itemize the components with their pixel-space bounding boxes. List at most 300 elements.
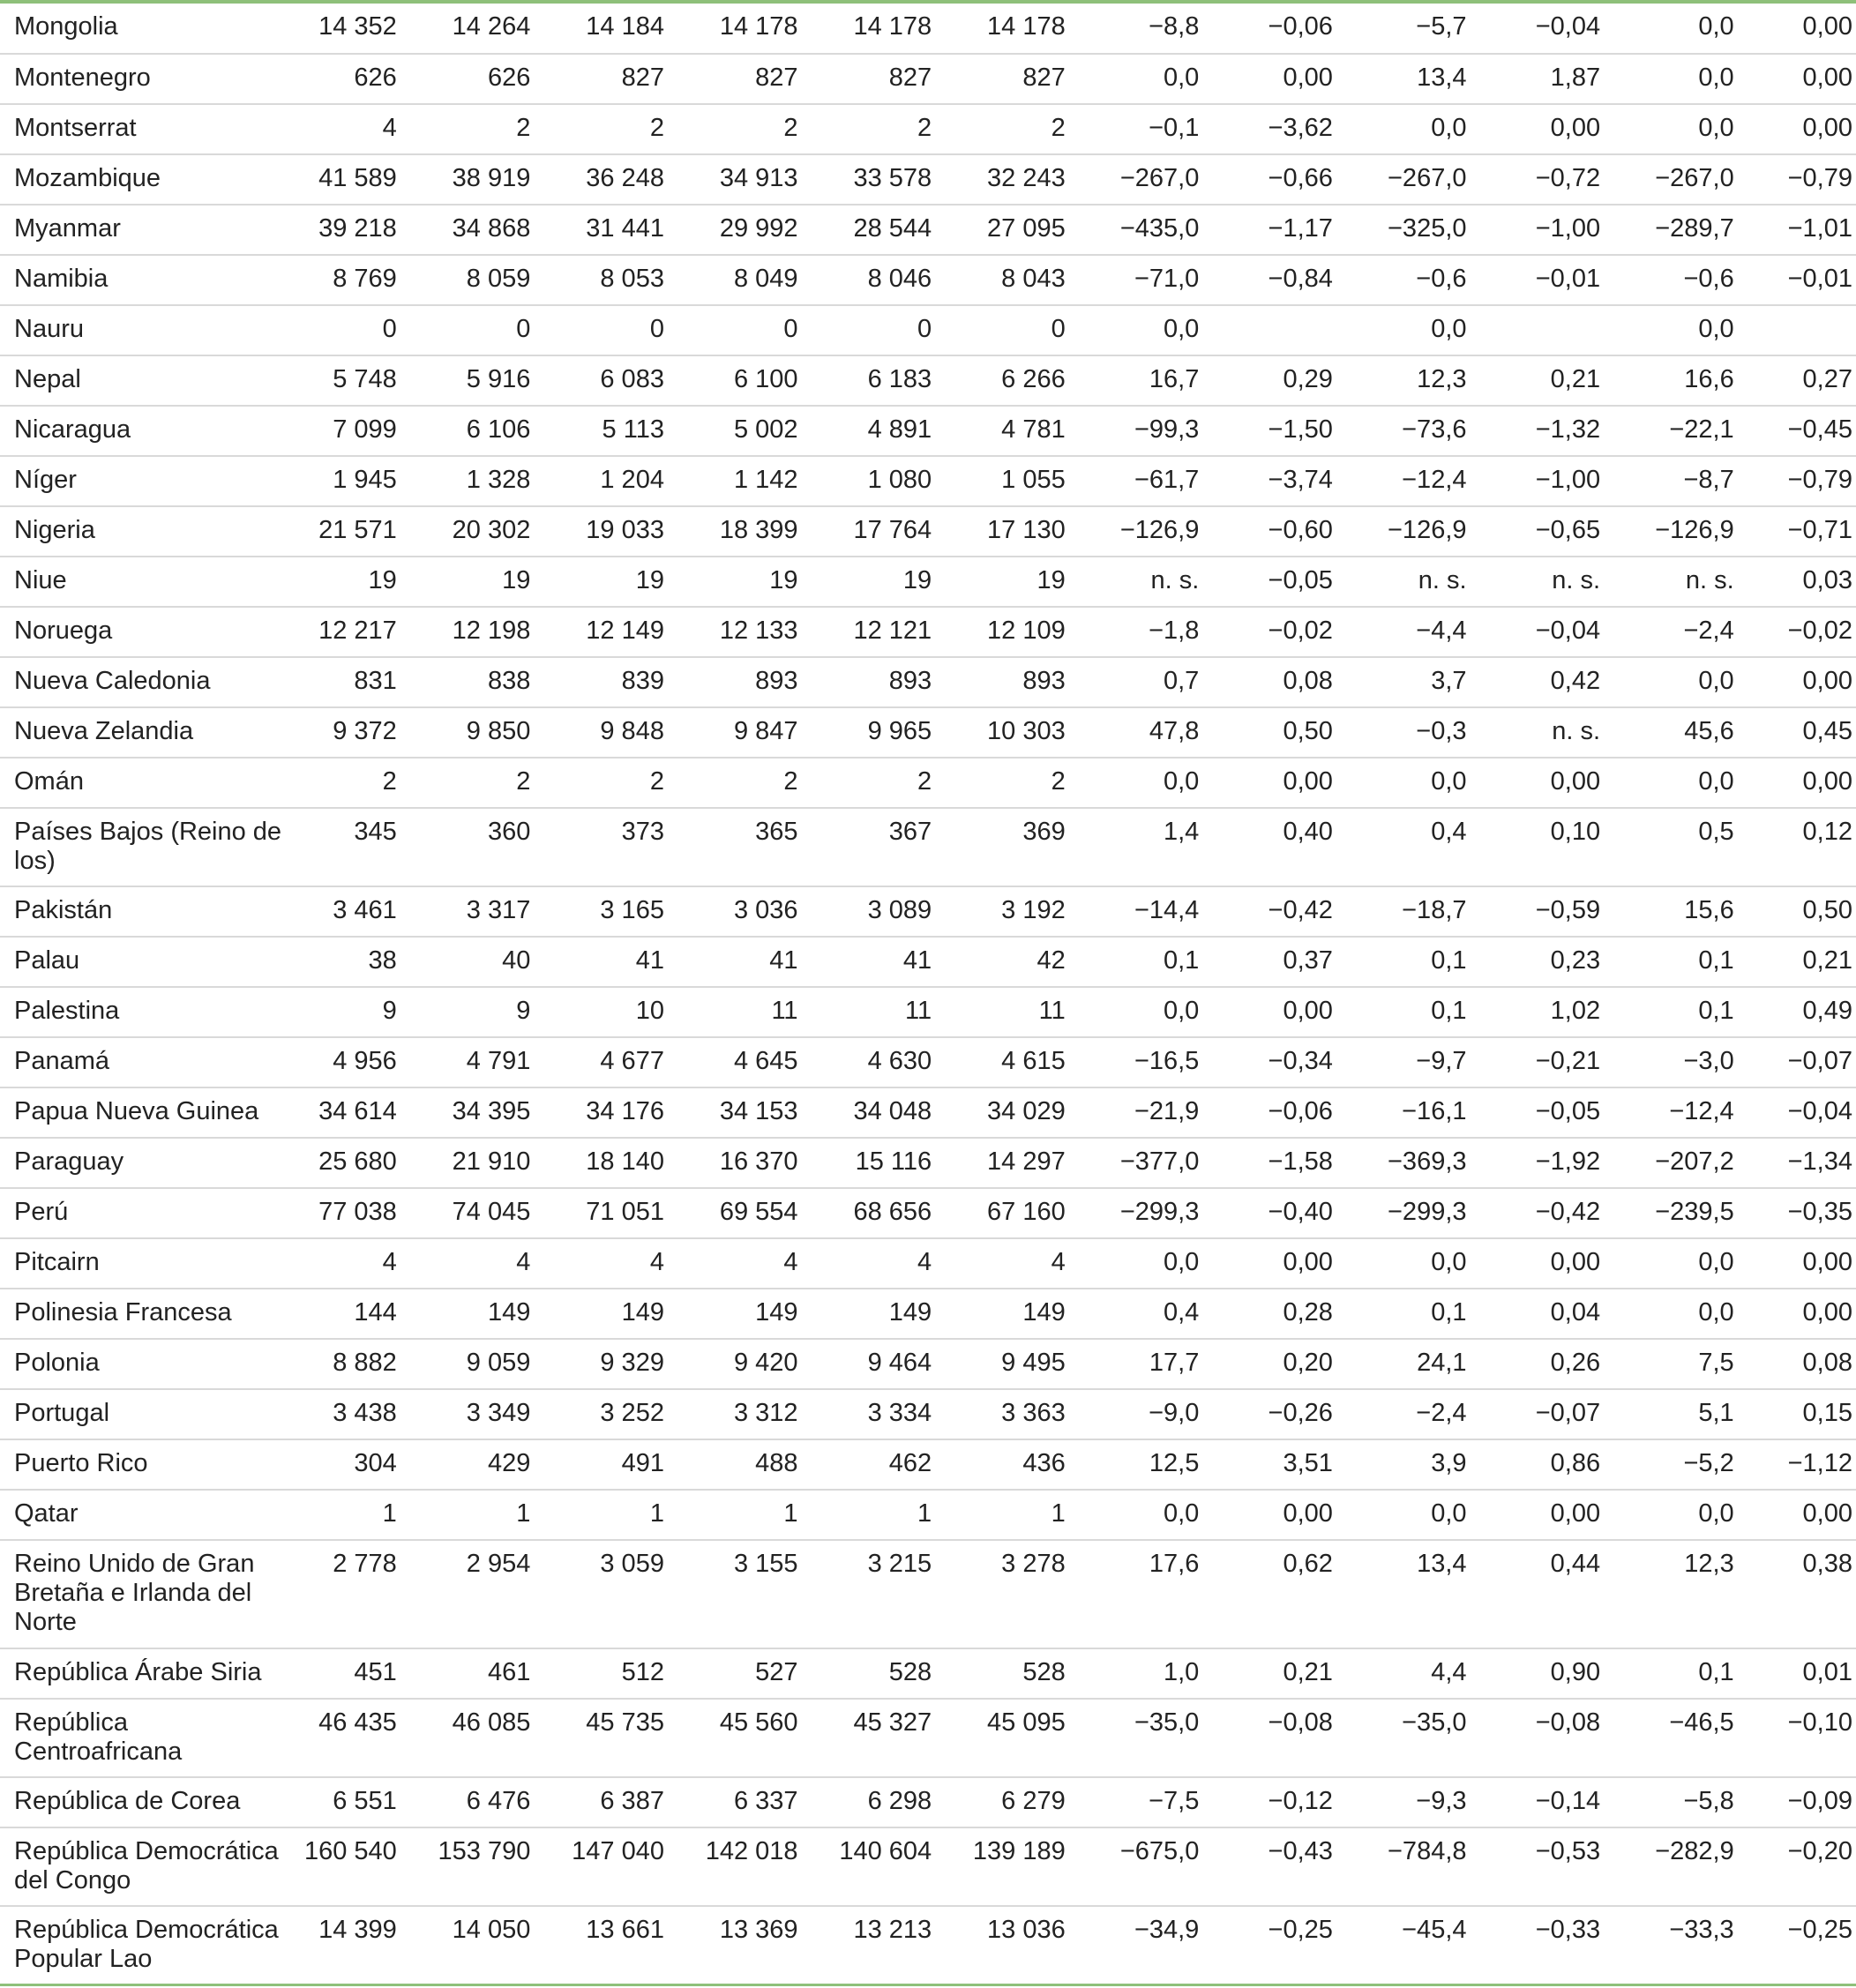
table-row xyxy=(0,557,1856,607)
value-cell: 1 xyxy=(400,1490,535,1540)
table-row xyxy=(0,758,1856,808)
value-cell: 7,5 xyxy=(1604,1339,1738,1389)
value-cell: 4 956 xyxy=(294,1037,400,1087)
value-cell: 512 xyxy=(534,1648,668,1699)
country-name: Montserrat xyxy=(0,104,294,154)
value-cell: −5,8 xyxy=(1604,1777,1738,1827)
value-cell: 46 435 xyxy=(294,1699,400,1777)
value-cell: 0,12 xyxy=(1738,808,1856,886)
table-row xyxy=(0,987,1856,1037)
table-row xyxy=(0,205,1856,255)
bottom-rule xyxy=(0,1984,1856,1986)
table-row xyxy=(0,1037,1856,1087)
value-cell: −0,21 xyxy=(1471,1037,1605,1087)
value-cell: −1,12 xyxy=(1738,1439,1856,1490)
value-cell: −71,0 xyxy=(1069,255,1203,305)
value-cell: 6 083 xyxy=(534,355,668,406)
value-cell: −0,65 xyxy=(1471,506,1605,557)
value-cell: 3 089 xyxy=(802,886,936,937)
value-cell: 39 218 xyxy=(294,205,400,255)
value-cell: 0,00 xyxy=(1202,758,1336,808)
country-name: República Árabe Siria xyxy=(0,1648,294,1699)
value-cell: 68 656 xyxy=(802,1188,936,1238)
value-cell: −0,79 xyxy=(1738,154,1856,205)
value-cell: −1,32 xyxy=(1471,406,1605,456)
value-cell: 14 178 xyxy=(935,4,1069,54)
value-cell: 1 945 xyxy=(294,456,400,506)
value-cell: 6 279 xyxy=(935,1777,1069,1827)
value-cell: 16,7 xyxy=(1069,355,1203,406)
value-cell: 149 xyxy=(802,1289,936,1339)
value-cell: 0,0 xyxy=(1336,104,1471,154)
value-cell: 45,6 xyxy=(1604,707,1738,758)
value-cell: 41 xyxy=(802,937,936,987)
value-cell: 13 369 xyxy=(719,1916,798,1944)
value-cell: 5 113 xyxy=(534,406,668,456)
value-cell: −35,0 xyxy=(1336,1699,1471,1777)
value-cell: 0,00 xyxy=(1202,54,1336,104)
value-cell: 8 046 xyxy=(802,255,936,305)
value-cell: 831 xyxy=(294,657,400,707)
country-name: Puerto Rico xyxy=(0,1439,294,1490)
country-name: Nicaragua xyxy=(0,406,294,456)
value-cell: 0,0 xyxy=(1336,758,1471,808)
value-cell: 0,0 xyxy=(1604,104,1738,154)
value-cell: 0,08 xyxy=(1738,1339,1856,1389)
value-cell: −369,3 xyxy=(1336,1138,1471,1188)
value-cell: 0,45 xyxy=(1738,707,1856,758)
value-cell: 8 053 xyxy=(534,255,668,305)
country-name: Nueva Zelandia xyxy=(0,707,294,758)
value-cell: 0,00 xyxy=(1738,1289,1856,1339)
value-cell: 0,01 xyxy=(1738,1648,1856,1699)
country-name: Namibia xyxy=(0,255,294,305)
value-cell: 14 264 xyxy=(400,4,535,54)
value-cell: 38 919 xyxy=(400,154,535,205)
country-name: Palau xyxy=(0,937,294,987)
value-cell: 13 213 xyxy=(853,1916,932,1944)
value-cell: 0 xyxy=(294,305,400,355)
country-name: Niue xyxy=(0,557,294,607)
table-row xyxy=(0,607,1856,657)
value-cell: −0,53 xyxy=(1471,1827,1605,1906)
value-cell: −12,4 xyxy=(1604,1087,1738,1138)
value-cell: −0,35 xyxy=(1738,1188,1856,1238)
value-cell: 17,6 xyxy=(1069,1540,1203,1648)
value-cell: 2 xyxy=(534,104,668,154)
value-cell: 2 xyxy=(534,758,668,808)
value-cell: 0,1 xyxy=(1336,1289,1471,1339)
table-row xyxy=(0,1238,1856,1289)
value-cell: 18 399 xyxy=(668,506,802,557)
value-cell: −126,9 xyxy=(1069,506,1203,557)
value-cell: −18,7 xyxy=(1336,886,1471,937)
value-cell: 7 099 xyxy=(294,406,400,456)
value-cell: 0,1 xyxy=(1336,987,1471,1037)
value-cell: −9,7 xyxy=(1336,1037,1471,1087)
value-cell: 12 133 xyxy=(668,607,802,657)
value-cell: 144 xyxy=(294,1289,400,1339)
value-cell: −126,9 xyxy=(1336,506,1471,557)
value-cell: −0,08 xyxy=(1471,1699,1605,1777)
value-cell: 1 xyxy=(668,1490,802,1540)
value-cell: 0,0 xyxy=(1604,54,1738,104)
value-cell: 4 677 xyxy=(534,1037,668,1087)
value-cell: 149 xyxy=(534,1289,668,1339)
value-cell: 9 xyxy=(400,987,535,1037)
value-cell: −12,4 xyxy=(1336,456,1471,506)
value-cell: −5,7 xyxy=(1336,4,1471,54)
value-cell: −33,3 xyxy=(1669,1916,1734,1944)
value-cell: 0,0 xyxy=(1604,4,1738,54)
value-cell: −0,02 xyxy=(1202,607,1336,657)
value-cell: 1 xyxy=(802,1490,936,1540)
table-body xyxy=(0,4,1856,1984)
value-cell: 8 059 xyxy=(400,255,535,305)
table-row xyxy=(0,406,1856,456)
value-cell: 0,28 xyxy=(1202,1289,1336,1339)
value-cell: 41 xyxy=(534,937,668,987)
value-cell: 6 100 xyxy=(668,355,802,406)
value-cell: 15 116 xyxy=(802,1138,936,1188)
value-cell: 838 xyxy=(400,657,535,707)
value-cell: 13 661 xyxy=(586,1916,664,1944)
value-cell: 0,00 xyxy=(1738,657,1856,707)
value-cell: 12,3 xyxy=(1336,355,1471,406)
value-cell: −0,02 xyxy=(1738,607,1856,657)
value-cell: 0,00 xyxy=(1471,1238,1605,1289)
value-cell: −0,43 xyxy=(1202,1827,1336,1906)
table-row xyxy=(0,1188,1856,1238)
value-cell: 149 xyxy=(668,1289,802,1339)
value-cell xyxy=(1471,305,1605,355)
country-name: República Centroafricana xyxy=(0,1699,294,1777)
value-cell xyxy=(1202,305,1336,355)
value-cell: 893 xyxy=(935,657,1069,707)
country-name: Países Bajos (Reino de los) xyxy=(0,808,294,886)
value-cell: −7,5 xyxy=(1069,1777,1203,1827)
value-cell: 0,0 xyxy=(1069,54,1203,104)
value-cell: 12 217 xyxy=(294,607,400,657)
value-cell: 34 913 xyxy=(668,154,802,205)
value-cell: −1,00 xyxy=(1471,205,1605,255)
value-cell: 0,0 xyxy=(1604,305,1738,355)
value-cell: 0,0 xyxy=(1604,657,1738,707)
value-cell: 0,0 xyxy=(1604,1490,1738,1540)
value-cell: 5,1 xyxy=(1604,1389,1738,1439)
country-name: República de Corea xyxy=(0,1777,294,1827)
country-name: Perú xyxy=(0,1188,294,1238)
value-cell: 3,51 xyxy=(1202,1439,1336,1490)
value-cell: 0,1 xyxy=(1604,1648,1738,1699)
value-cell: 1 xyxy=(294,1490,400,1540)
table-row xyxy=(0,1648,1856,1699)
country-name: Nauru xyxy=(0,305,294,355)
value-cell: 38 xyxy=(294,937,400,987)
value-cell: 12 121 xyxy=(802,607,936,657)
value-cell: 0,29 xyxy=(1202,355,1336,406)
value-cell: 27 095 xyxy=(935,205,1069,255)
value-cell: −46,5 xyxy=(1604,1699,1738,1777)
table-row xyxy=(0,54,1856,104)
value-cell: −377,0 xyxy=(1069,1138,1203,1188)
value-cell: 14 184 xyxy=(534,4,668,54)
value-cell: 45 327 xyxy=(802,1699,936,1777)
value-cell: 0,62 xyxy=(1202,1540,1336,1648)
value-cell: 3,9 xyxy=(1336,1439,1471,1490)
value-cell: 2 xyxy=(802,758,936,808)
value-cell: 0,04 xyxy=(1471,1289,1605,1339)
value-cell: 0,00 xyxy=(1471,104,1605,154)
value-cell: 491 xyxy=(534,1439,668,1490)
value-cell: 2 xyxy=(935,758,1069,808)
value-cell: 0,15 xyxy=(1738,1389,1856,1439)
value-cell: 10 303 xyxy=(935,707,1069,758)
value-cell: 369 xyxy=(935,808,1069,886)
value-cell: −0,3 xyxy=(1336,707,1471,758)
value-cell: −0,05 xyxy=(1471,1087,1605,1138)
value-cell: −61,7 xyxy=(1069,456,1203,506)
value-cell: 1 142 xyxy=(668,456,802,506)
value-cell: 0,27 xyxy=(1738,355,1856,406)
value-cell: −16,1 xyxy=(1336,1087,1471,1138)
value-cell: −1,58 xyxy=(1202,1138,1336,1188)
value-cell: −0,20 xyxy=(1738,1827,1856,1906)
value-cell: 0 xyxy=(935,305,1069,355)
value-cell: 14 050 xyxy=(452,1916,531,1944)
value-cell: 1 328 xyxy=(400,456,535,506)
value-cell: 19 033 xyxy=(534,506,668,557)
value-cell: 626 xyxy=(400,54,535,104)
country-name: Nigeria xyxy=(0,506,294,557)
value-cell: 9 850 xyxy=(400,707,535,758)
value-cell: n. s. xyxy=(1336,557,1471,607)
value-cell: 32 243 xyxy=(935,154,1069,205)
value-cell: 345 xyxy=(294,808,400,886)
value-cell: −0,59 xyxy=(1471,886,1605,937)
value-cell: n. s. xyxy=(1471,707,1605,758)
value-cell: 5 002 xyxy=(668,406,802,456)
value-cell: 0,0 xyxy=(1336,1490,1471,1540)
value-cell: 9 965 xyxy=(802,707,936,758)
country-name: Reino Unido de Gran Bretaña e Irlanda del Norte xyxy=(0,1540,294,1648)
value-cell: 41 589 xyxy=(294,154,400,205)
value-cell: −2,4 xyxy=(1336,1389,1471,1439)
value-cell: −22,1 xyxy=(1604,406,1738,456)
value-cell: −0,07 xyxy=(1738,1037,1856,1087)
table-row xyxy=(0,1906,1856,1984)
value-cell: 827 xyxy=(668,54,802,104)
value-cell: 41 xyxy=(668,937,802,987)
value-cell: 45 735 xyxy=(534,1699,668,1777)
value-cell: 0,00 xyxy=(1738,4,1856,54)
value-cell: 142 018 xyxy=(668,1827,802,1906)
value-cell xyxy=(1738,305,1856,355)
value-cell: 11 xyxy=(802,987,936,1037)
value-cell: −45,4 xyxy=(1402,1916,1467,1944)
value-cell: 0,00 xyxy=(1202,1490,1336,1540)
value-cell: 16,6 xyxy=(1604,355,1738,406)
value-cell: 6 266 xyxy=(935,355,1069,406)
table-row xyxy=(0,1827,1856,1906)
value-cell: 0,0 xyxy=(1069,987,1203,1037)
value-cell: 33 578 xyxy=(802,154,936,205)
value-cell: 6 387 xyxy=(534,1777,668,1827)
value-cell: −2,4 xyxy=(1604,607,1738,657)
value-cell: 0,0 xyxy=(1604,1238,1738,1289)
value-cell: 4 630 xyxy=(802,1037,936,1087)
country-name: Mozambique xyxy=(0,154,294,205)
value-cell: 24,1 xyxy=(1336,1339,1471,1389)
value-cell: 3 059 xyxy=(534,1540,668,1648)
value-cell: 3 349 xyxy=(400,1389,535,1439)
value-cell: 0,38 xyxy=(1738,1540,1856,1648)
value-cell: −9,3 xyxy=(1336,1777,1471,1827)
value-cell: 34 048 xyxy=(802,1087,936,1138)
value-cell: 0,20 xyxy=(1202,1339,1336,1389)
value-cell: −325,0 xyxy=(1336,205,1471,255)
value-cell: 8 769 xyxy=(294,255,400,305)
value-cell: 0,1 xyxy=(1336,937,1471,987)
value-cell: 4 xyxy=(400,1238,535,1289)
value-cell: −1,17 xyxy=(1202,205,1336,255)
value-cell: 4 xyxy=(668,1238,802,1289)
value-cell: 3,7 xyxy=(1336,657,1471,707)
value-cell: −0,09 xyxy=(1738,1777,1856,1827)
value-cell: 0,50 xyxy=(1202,707,1336,758)
value-cell: 34 176 xyxy=(534,1087,668,1138)
value-cell: 488 xyxy=(668,1439,802,1490)
value-cell: 0 xyxy=(802,305,936,355)
value-cell: 3 215 xyxy=(802,1540,936,1648)
value-cell: −435,0 xyxy=(1069,205,1203,255)
value-cell: −1,01 xyxy=(1738,205,1856,255)
value-cell: 1 xyxy=(534,1490,668,1540)
value-cell: 1 xyxy=(935,1490,1069,1540)
value-cell: 140 604 xyxy=(802,1827,936,1906)
table-row xyxy=(0,1138,1856,1188)
table-row xyxy=(0,456,1856,506)
value-cell: 0,0 xyxy=(1069,758,1203,808)
value-cell: 0,23 xyxy=(1471,937,1605,987)
value-cell: −0,26 xyxy=(1202,1389,1336,1439)
table-row xyxy=(0,1087,1856,1138)
value-cell: 2 xyxy=(935,104,1069,154)
value-cell: 0,21 xyxy=(1202,1648,1336,1699)
value-cell: −289,7 xyxy=(1604,205,1738,255)
value-cell: 4 645 xyxy=(668,1037,802,1087)
value-cell: 0,0 xyxy=(1069,1238,1203,1289)
value-cell: 0,03 xyxy=(1738,557,1856,607)
value-cell: −73,6 xyxy=(1336,406,1471,456)
table-row xyxy=(0,4,1856,54)
value-cell: −8,7 xyxy=(1604,456,1738,506)
value-cell: 0,00 xyxy=(1202,987,1336,1037)
value-cell: 6 106 xyxy=(400,406,535,456)
value-cell: 18 140 xyxy=(534,1138,668,1188)
country-name: Palestina xyxy=(0,987,294,1037)
value-cell: −0,06 xyxy=(1202,4,1336,54)
value-cell: 0,42 xyxy=(1471,657,1605,707)
value-cell: 3 312 xyxy=(668,1389,802,1439)
value-cell: 2 xyxy=(400,104,535,154)
value-cell: 893 xyxy=(802,657,936,707)
country-name: Pitcairn xyxy=(0,1238,294,1289)
value-cell: 3 438 xyxy=(294,1389,400,1439)
value-cell: 47,8 xyxy=(1069,707,1203,758)
country-name: Panamá xyxy=(0,1037,294,1087)
value-cell: 12 198 xyxy=(400,607,535,657)
country-name: Paraguay xyxy=(0,1138,294,1188)
value-cell: 6 183 xyxy=(802,355,936,406)
value-cell: −0,66 xyxy=(1202,154,1336,205)
value-cell: −0,6 xyxy=(1604,255,1738,305)
value-cell: −267,0 xyxy=(1336,154,1471,205)
value-cell: 429 xyxy=(400,1439,535,1490)
value-cell: 3 334 xyxy=(802,1389,936,1439)
value-cell: 528 xyxy=(802,1648,936,1699)
table-row xyxy=(0,886,1856,937)
value-cell: 11 xyxy=(935,987,1069,1037)
value-cell: 0,4 xyxy=(1069,1289,1203,1339)
value-cell: 28 544 xyxy=(802,205,936,255)
value-cell: 14 352 xyxy=(294,4,400,54)
value-cell: 67 160 xyxy=(935,1188,1069,1238)
value-cell: 1,02 xyxy=(1471,987,1605,1037)
value-cell: 0,1 xyxy=(1604,987,1738,1037)
value-cell: −239,5 xyxy=(1604,1188,1738,1238)
value-cell: 14 297 xyxy=(935,1138,1069,1188)
value-cell: 0,00 xyxy=(1738,758,1856,808)
value-cell: 1,0 xyxy=(1069,1648,1203,1699)
value-cell: 0,5 xyxy=(1604,808,1738,886)
value-cell: 15,6 xyxy=(1604,886,1738,937)
value-cell: 9 059 xyxy=(400,1339,535,1389)
value-cell: 8 049 xyxy=(668,255,802,305)
country-name: Pakistán xyxy=(0,886,294,937)
value-cell: 19 xyxy=(802,557,936,607)
value-cell: 9 848 xyxy=(534,707,668,758)
value-cell: 149 xyxy=(935,1289,1069,1339)
value-cell: −267,0 xyxy=(1069,154,1203,205)
value-cell: 3 317 xyxy=(400,886,535,937)
value-cell: −0,14 xyxy=(1471,1777,1605,1827)
value-cell: 4 891 xyxy=(802,406,936,456)
value-cell: −0,05 xyxy=(1202,557,1336,607)
value-cell: 12,3 xyxy=(1604,1540,1738,1648)
table-row xyxy=(0,1339,1856,1389)
value-cell: 9 420 xyxy=(668,1339,802,1389)
value-cell: 4,4 xyxy=(1336,1648,1471,1699)
table-row xyxy=(0,255,1856,305)
value-cell: 17 130 xyxy=(935,506,1069,557)
value-cell: 21 571 xyxy=(294,506,400,557)
value-cell: 367 xyxy=(802,808,936,886)
value-cell: 8 043 xyxy=(935,255,1069,305)
value-cell: −0,40 xyxy=(1202,1188,1336,1238)
value-cell: 0,86 xyxy=(1471,1439,1605,1490)
value-cell: 827 xyxy=(534,54,668,104)
country-name: Omán xyxy=(0,758,294,808)
value-cell: 9 372 xyxy=(294,707,400,758)
value-cell: 3 165 xyxy=(534,886,668,937)
value-cell: 304 xyxy=(294,1439,400,1490)
value-cell: 19 xyxy=(534,557,668,607)
value-cell: −1,8 xyxy=(1069,607,1203,657)
value-cell: 16 370 xyxy=(668,1138,802,1188)
value-cell: 3 252 xyxy=(534,1389,668,1439)
table-row xyxy=(0,808,1856,886)
